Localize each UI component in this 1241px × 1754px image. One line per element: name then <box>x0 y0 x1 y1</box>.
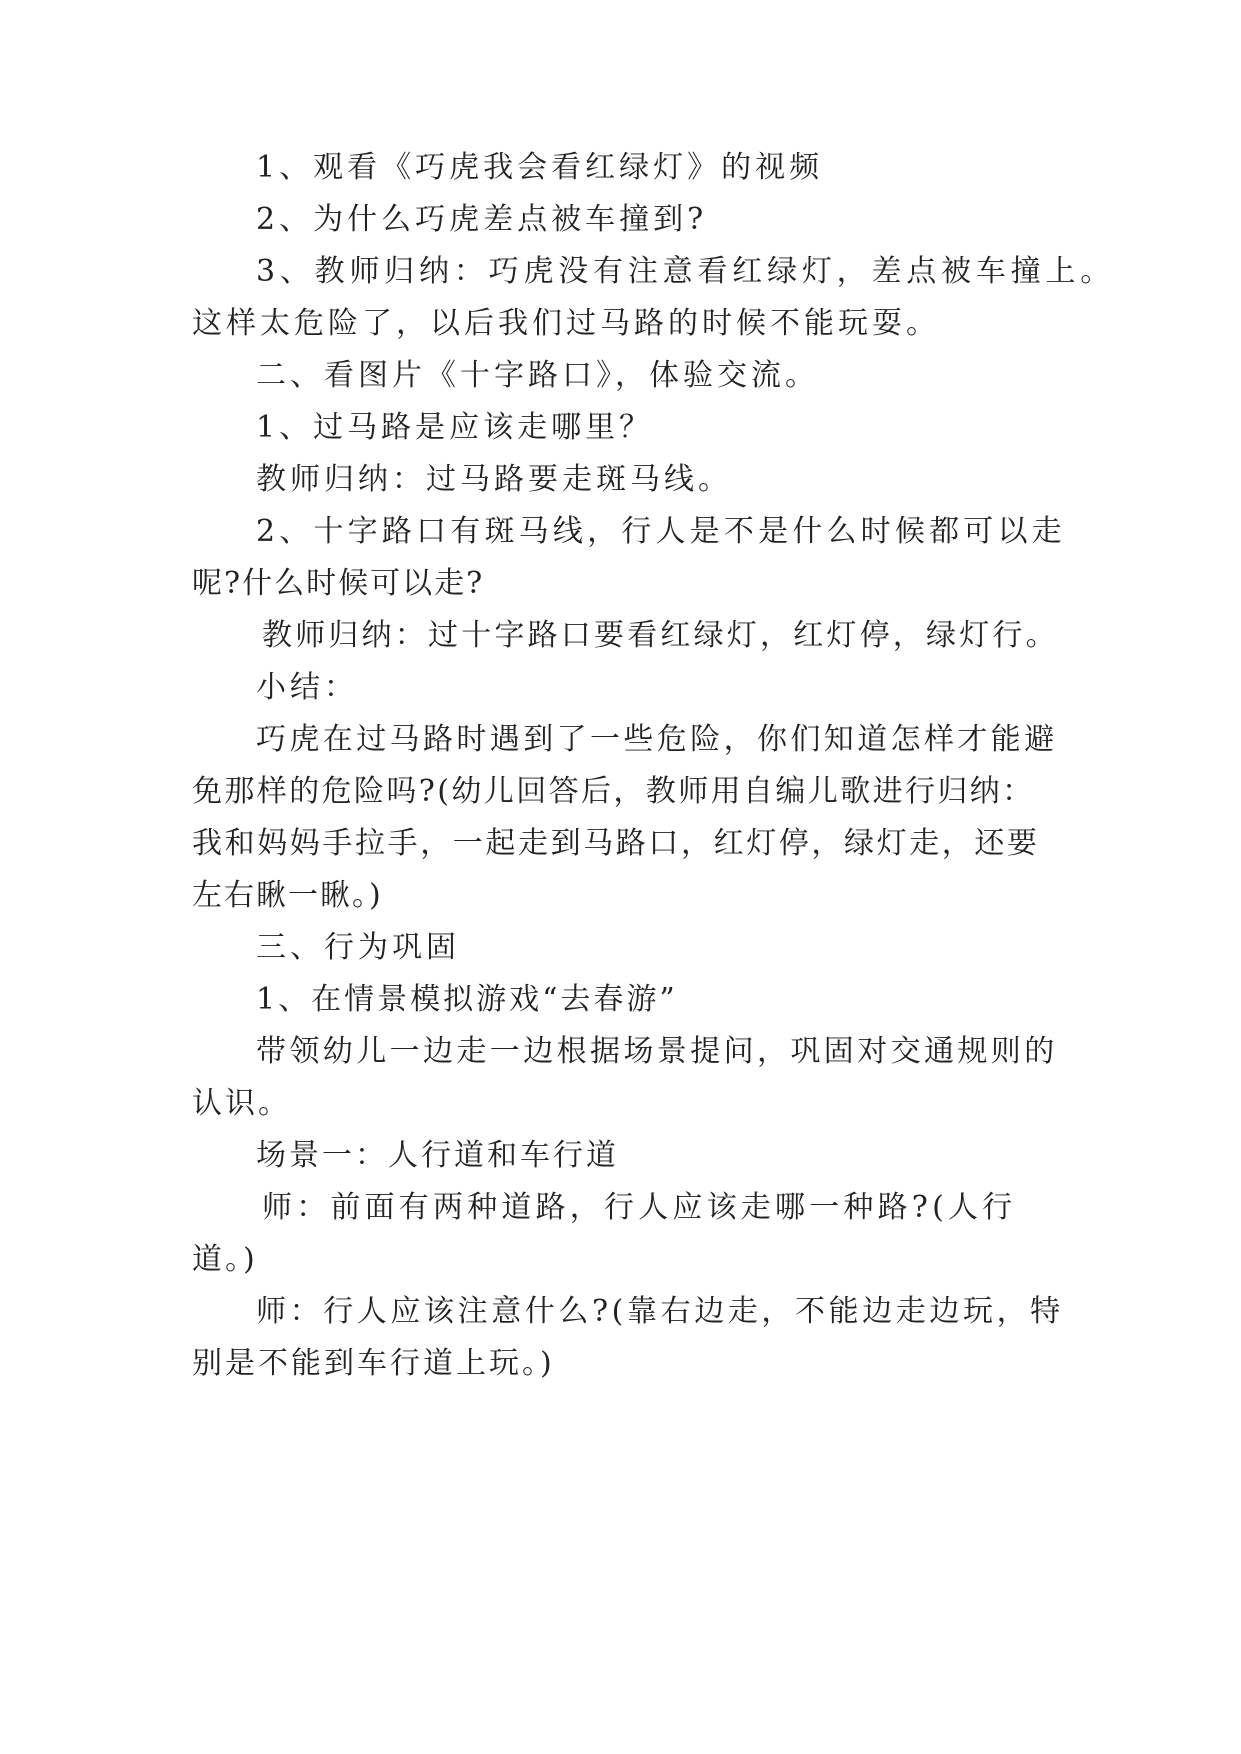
text-line: 师：行人应该注意什么?(靠右边走，不能边走边玩，特 <box>256 1294 1064 1329</box>
text-line: 三、行为巩固 <box>256 930 460 965</box>
text-line: 二、看图片《十字路口》，体验交流。 <box>256 358 819 393</box>
text-line: 1、在情景模拟游戏“去春游” <box>256 982 678 1017</box>
text-line: 2、为什么巧虎差点被车撞到? <box>256 202 708 237</box>
text-line: 带领幼儿一边走一边根据场景提问，巩固对交通规则的 <box>256 1034 1058 1069</box>
text-line: 别是不能到车行道上玩。) <box>192 1346 555 1381</box>
text-line: 教师归纳：过十字路口要看红绿灯，红灯停，绿灯行。 <box>262 618 1059 653</box>
text-line: 免那样的危险吗?(幼儿回答后，教师用自编儿歌进行归纳： <box>192 774 1035 809</box>
text-line: 道。) <box>192 1242 258 1277</box>
text-line: 1、过马路是应该走哪里？ <box>256 410 654 445</box>
text-line: 巧虎在过马路时遇到了一些危险，你们知道怎样才能避 <box>256 722 1058 757</box>
text-line: 2、十字路口有斑马线，行人是不是什么时候都可以走 <box>256 514 1066 549</box>
text-line: 师：前面有两种道路，行人应该走哪一种路?(人行 <box>262 1190 1017 1225</box>
text-line: 我和妈妈手拉手，一起走到马路口，红灯停，绿灯走，还要 <box>192 826 1040 861</box>
text-line: 场景一：人行道和车行道 <box>256 1138 619 1173</box>
text-line: 认识。 <box>192 1086 291 1121</box>
text-line: 教师归纳：过马路要走斑马线。 <box>256 462 732 497</box>
text-line: 1、观看《巧虎我会看红绿灯》的视频 <box>256 150 824 185</box>
text-line: 这样太危险了，以后我们过马路的时候不能玩耍。 <box>192 306 940 341</box>
text-line: 左右瞅一瞅。) <box>192 878 383 913</box>
text-line: 呢?什么时候可以走? <box>192 566 485 601</box>
text-line: 小结： <box>256 670 358 705</box>
text-line: 3、教师归纳：巧虎没有注意看红绿灯，差点被车撞上。 <box>256 254 1116 289</box>
